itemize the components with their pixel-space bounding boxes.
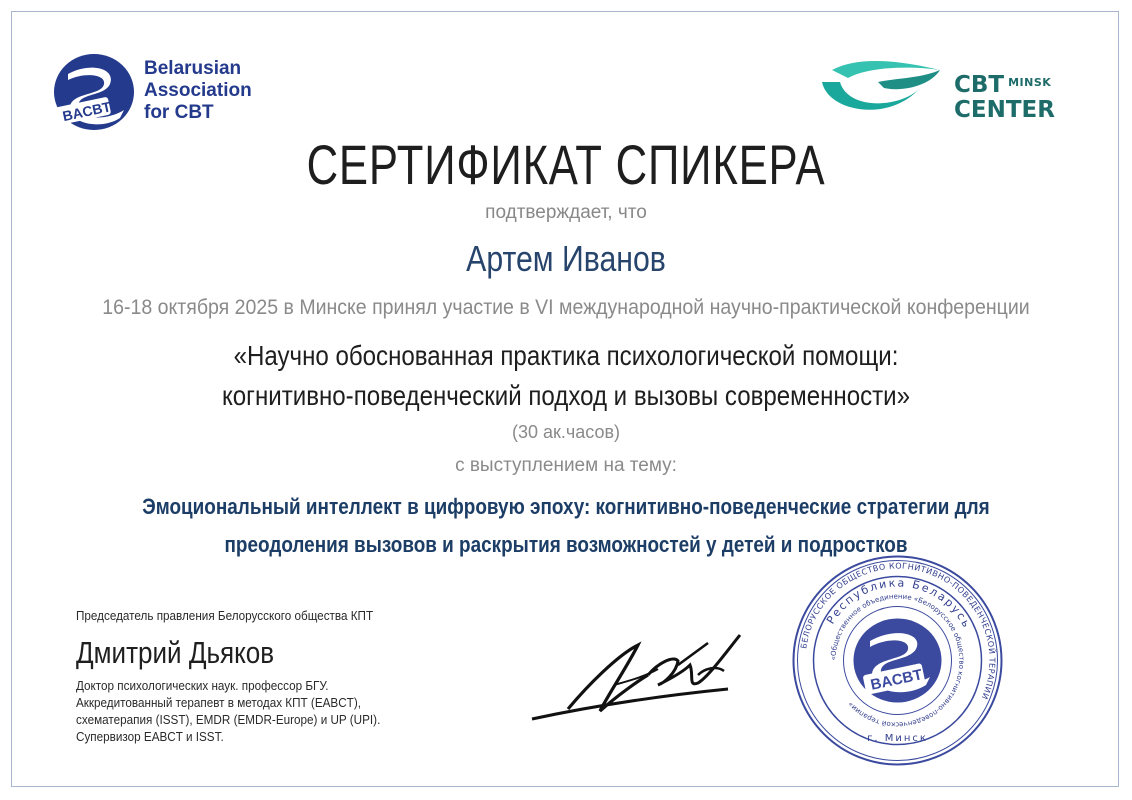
certificate-title: СЕРТИФИКАТ СПИКЕРА (306, 133, 826, 196)
stamp-emblem-icon (854, 619, 942, 703)
cbt-swoosh-icon (818, 52, 948, 132)
signatory-name: Дмитрий Дьяков (76, 635, 275, 670)
credential-line: Аккредитованный терапевт в методах КПТ (EABCT), (76, 695, 361, 710)
stamp-country-text: Республика Беларусь (824, 576, 974, 632)
topic-intro: с выступлением на тему: (455, 455, 677, 476)
confirms-text: подтверждает, что (485, 202, 647, 223)
conference-title-line1: «Научно обоснованная практика психологической помощи: (233, 340, 899, 371)
participation-text: 16-18 октября 2025 в Минске принял участие в VI международной научно-практической конференции (102, 296, 1030, 319)
stamp-outer-text: БЕЛОРУССКОЕ ОБЩЕСТВО КОГНИТИВНО-ПОВЕДЕНЧЕСКОЙ ТЕРАПИИ (799, 561, 997, 701)
bacbt-name-line1: Belarusian (144, 58, 242, 79)
bacbt-name-line2: Association (144, 80, 252, 101)
bacbt-emblem-icon (50, 52, 140, 132)
stamp-city: г. Минск (867, 733, 928, 744)
minsk-text: MINSK (1008, 76, 1052, 89)
talk-topic-line2: преодоления вызовов и раскрытия возможностей у детей и подростков (224, 532, 908, 557)
signatory-role: Председатель правления Белорусского общества КПТ (76, 608, 374, 623)
handwritten-signature (528, 625, 758, 725)
bacbt-logo (50, 52, 290, 132)
credential-line: Доктор психологических наук. профессор БГУ. (76, 678, 329, 693)
conference-title (79, 336, 1053, 416)
credential-line: Супервизор EABCT и ISST. (76, 729, 224, 744)
bacbt-emblem-text: BACBT (61, 98, 113, 125)
hours-text: (30 ак.часов) (511, 422, 621, 442)
signatory-block (76, 607, 496, 745)
stamp-emblem-text: BACBT (869, 666, 924, 694)
recipient-name: Артем Иванов (466, 238, 666, 279)
cbt-text: CBT (954, 72, 1005, 98)
conference-title-line2: когнитивно-поведенческий подход и вызовы современности» (221, 380, 911, 411)
credential-line: схематерапия (ISST), EMDR (EMDR-Europe) и UP (UPI). (76, 712, 381, 727)
cbt-center-logo (818, 52, 1078, 132)
signatory-credentials (76, 677, 436, 745)
center-text: CENTER (954, 97, 1055, 123)
talk-topic-line1: Эмоциональный интеллект в цифровую эпоху: когнитивно-поведенческие стратегии для (142, 494, 990, 519)
organization-stamp (790, 553, 1005, 768)
bacbt-name-line3: for CBT (144, 102, 214, 123)
stamp-inner-text: «Общественное объединение «Белорусское общество когнитивно-поведенческой терапии» (829, 592, 966, 729)
